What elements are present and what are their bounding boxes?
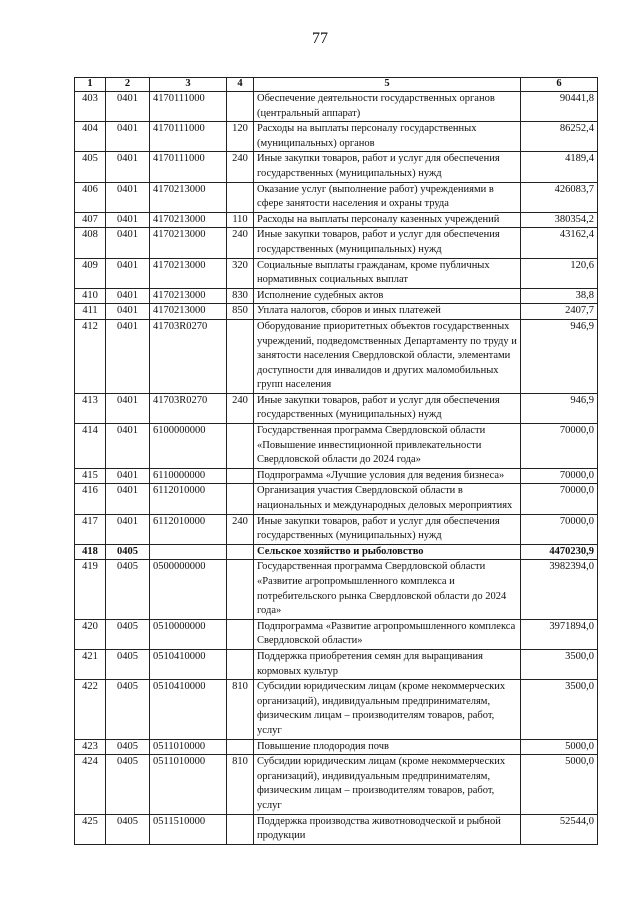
item-name-cell: Расходы на выплаты персоналу государственных (муниципальных) органов <box>254 122 521 152</box>
amount-cell: 946,9 <box>521 319 598 393</box>
table-row <box>75 755 598 814</box>
expense-type-cell <box>227 739 254 755</box>
table-row <box>75 468 598 484</box>
table-row <box>75 212 598 228</box>
item-name-cell: Поддержка приобретения семян для выращивания кормовых культур <box>254 649 521 679</box>
section-code-cell: 0401 <box>106 484 150 514</box>
expense-type-cell <box>227 649 254 679</box>
row-number-cell: 416 <box>75 484 106 514</box>
row-number-cell: 409 <box>75 258 106 288</box>
amount-cell: 70000,0 <box>521 514 598 544</box>
amount-cell: 70000,0 <box>521 468 598 484</box>
target-article-code-cell: 41703R0270 <box>150 319 227 393</box>
expense-type-cell <box>227 468 254 484</box>
table-row <box>75 393 598 423</box>
expense-type-cell: 240 <box>227 152 254 182</box>
expense-type-cell: 830 <box>227 288 254 304</box>
target-article-code-cell: 0510410000 <box>150 680 227 739</box>
target-article-code-cell: 0510000000 <box>150 619 227 649</box>
expense-type-cell: 810 <box>227 755 254 814</box>
section-code-cell: 0401 <box>106 228 150 258</box>
section-code-cell: 0405 <box>106 544 150 560</box>
target-article-code-cell: 4170111000 <box>150 122 227 152</box>
section-code-cell: 0401 <box>106 288 150 304</box>
item-name-cell: Субсидии юридическим лицам (кроме некоммерческих организаций), индивидуальным предпринимателям, физическим лицам – производителям товаров, работ, услуг <box>254 755 521 814</box>
target-article-code-cell: 0510410000 <box>150 649 227 679</box>
expense-type-cell <box>227 484 254 514</box>
amount-cell: 3982394,0 <box>521 560 598 619</box>
item-name-cell: Субсидии юридическим лицам (кроме некоммерческих организаций), индивидуальным предпринимателям, физическим лицам – производителям товаров, работ, услуг <box>254 680 521 739</box>
expense-type-cell <box>227 544 254 560</box>
row-number-cell: 423 <box>75 739 106 755</box>
item-name-cell: Государственная программа Свердловской области «Развитие агропромышленного комплекса и потребительского рынка Свердловской области до 2024 года» <box>254 560 521 619</box>
target-article-code-cell: 0511010000 <box>150 755 227 814</box>
column-header: 2 <box>106 78 150 92</box>
target-article-code-cell <box>150 544 227 560</box>
row-number-cell: 403 <box>75 92 106 122</box>
expense-type-cell: 810 <box>227 680 254 739</box>
row-number-cell: 424 <box>75 755 106 814</box>
amount-cell: 70000,0 <box>521 484 598 514</box>
table-row <box>75 319 598 393</box>
row-number-cell: 425 <box>75 814 106 844</box>
section-code-cell: 0401 <box>106 319 150 393</box>
row-number-cell: 420 <box>75 619 106 649</box>
amount-cell: 4470230,9 <box>521 544 598 560</box>
budget-table <box>74 77 598 845</box>
expense-type-cell <box>227 319 254 393</box>
table-row <box>75 814 598 844</box>
amount-cell: 3971894,0 <box>521 619 598 649</box>
amount-cell: 3500,0 <box>521 680 598 739</box>
section-code-cell: 0401 <box>106 258 150 288</box>
amount-cell: 38,8 <box>521 288 598 304</box>
expense-type-cell <box>227 814 254 844</box>
item-name-cell: Социальные выплаты гражданам, кроме публичных нормативных социальных выплат <box>254 258 521 288</box>
item-name-cell: Обеспечение деятельности государственных органов (центральный аппарат) <box>254 92 521 122</box>
item-name-cell: Организация участия Свердловской области в национальных и международных деловых мероприятиях <box>254 484 521 514</box>
table-row <box>75 152 598 182</box>
amount-cell: 946,9 <box>521 393 598 423</box>
row-number-cell: 414 <box>75 424 106 469</box>
item-name-cell: Иные закупки товаров, работ и услуг для обеспечения государственных (муниципальных) нужд <box>254 152 521 182</box>
row-number-cell: 411 <box>75 304 106 320</box>
column-header: 3 <box>150 78 227 92</box>
table-row <box>75 680 598 739</box>
amount-cell: 43162,4 <box>521 228 598 258</box>
section-code-cell: 0401 <box>106 304 150 320</box>
item-name-cell: Подпрограмма «Развитие агропромышленного комплекса Свердловской области» <box>254 619 521 649</box>
target-article-code-cell: 4170213000 <box>150 228 227 258</box>
table-row <box>75 258 598 288</box>
item-name-cell: Иные закупки товаров, работ и услуг для обеспечения государственных (муниципальных) нужд <box>254 514 521 544</box>
table-row <box>75 424 598 469</box>
row-number-cell: 408 <box>75 228 106 258</box>
item-name-cell: Подпрограмма «Лучшие условия для ведения бизнеса» <box>254 468 521 484</box>
section-code-cell: 0401 <box>106 212 150 228</box>
target-article-code-cell: 4170213000 <box>150 182 227 212</box>
item-name-cell: Повышение плодородия почв <box>254 739 521 755</box>
expense-type-cell <box>227 182 254 212</box>
item-name-cell: Уплата налогов, сборов и иных платежей <box>254 304 521 320</box>
table-row <box>75 288 598 304</box>
section-code-cell: 0405 <box>106 755 150 814</box>
table-row <box>75 92 598 122</box>
section-code-cell: 0405 <box>106 649 150 679</box>
row-number-cell: 421 <box>75 649 106 679</box>
expense-type-cell: 240 <box>227 228 254 258</box>
item-name-cell: Сельское хозяйство и рыболовство <box>254 544 521 560</box>
expense-type-cell <box>227 424 254 469</box>
row-number-cell: 405 <box>75 152 106 182</box>
table-row <box>75 228 598 258</box>
amount-cell: 5000,0 <box>521 739 598 755</box>
target-article-code-cell: 6112010000 <box>150 514 227 544</box>
row-number-cell: 406 <box>75 182 106 212</box>
column-header: 1 <box>75 78 106 92</box>
expense-type-cell <box>227 619 254 649</box>
item-name-cell: Иные закупки товаров, работ и услуг для обеспечения государственных (муниципальных) нужд <box>254 393 521 423</box>
table-row <box>75 619 598 649</box>
target-article-code-cell: 4170213000 <box>150 258 227 288</box>
section-code-cell: 0405 <box>106 619 150 649</box>
row-number-cell: 422 <box>75 680 106 739</box>
table-row <box>75 544 598 560</box>
expense-type-cell: 110 <box>227 212 254 228</box>
row-number-cell: 407 <box>75 212 106 228</box>
target-article-code-cell: 0511010000 <box>150 739 227 755</box>
target-article-code-cell: 4170213000 <box>150 304 227 320</box>
amount-cell: 90441,8 <box>521 92 598 122</box>
item-name-cell: Оказание услуг (выполнение работ) учреждениями в сфере занятости населения и охраны труда <box>254 182 521 212</box>
item-name-cell: Расходы на выплаты персоналу казенных учреждений <box>254 212 521 228</box>
amount-cell: 426083,7 <box>521 182 598 212</box>
table-row <box>75 122 598 152</box>
item-name-cell: Государственная программа Свердловской области «Повышение инвестиционной привлекательности Свердловской области до 2024 года» <box>254 424 521 469</box>
table-row <box>75 182 598 212</box>
table-row <box>75 739 598 755</box>
section-code-cell: 0401 <box>106 152 150 182</box>
table-row <box>75 304 598 320</box>
amount-cell: 3500,0 <box>521 649 598 679</box>
expense-type-cell <box>227 92 254 122</box>
amount-cell: 86252,4 <box>521 122 598 152</box>
amount-cell: 52544,0 <box>521 814 598 844</box>
section-code-cell: 0401 <box>106 92 150 122</box>
section-code-cell: 0405 <box>106 560 150 619</box>
row-number-cell: 419 <box>75 560 106 619</box>
target-article-code-cell: 6112010000 <box>150 484 227 514</box>
section-code-cell: 0401 <box>106 424 150 469</box>
amount-cell: 5000,0 <box>521 755 598 814</box>
section-code-cell: 0405 <box>106 814 150 844</box>
row-number-cell: 415 <box>75 468 106 484</box>
column-header: 4 <box>227 78 254 92</box>
row-number-cell: 404 <box>75 122 106 152</box>
row-number-cell: 410 <box>75 288 106 304</box>
target-article-code-cell: 4170111000 <box>150 92 227 122</box>
target-article-code-cell: 4170111000 <box>150 152 227 182</box>
table-row <box>75 560 598 619</box>
section-code-cell: 0401 <box>106 182 150 212</box>
table-body <box>75 92 598 845</box>
column-header: 5 <box>254 78 521 92</box>
amount-cell: 70000,0 <box>521 424 598 469</box>
column-header: 6 <box>521 78 598 92</box>
item-name-cell: Оборудование приоритетных объектов государственных учреждений, подведомственных Департаменту по труду и занятости населения Свердловской области, элементами доступности для инвалидов и других маломобильных групп населения <box>254 319 521 393</box>
section-code-cell: 0401 <box>106 514 150 544</box>
section-code-cell: 0401 <box>106 393 150 423</box>
row-number-cell: 417 <box>75 514 106 544</box>
target-article-code-cell: 41703R0270 <box>150 393 227 423</box>
item-name-cell: Исполнение судебных актов <box>254 288 521 304</box>
table-row <box>75 514 598 544</box>
target-article-code-cell: 4170213000 <box>150 212 227 228</box>
section-code-cell: 0405 <box>106 739 150 755</box>
item-name-cell: Поддержка производства животноводческой и рыбной продукции <box>254 814 521 844</box>
expense-type-cell: 320 <box>227 258 254 288</box>
target-article-code-cell: 4170213000 <box>150 288 227 304</box>
target-article-code-cell: 6110000000 <box>150 468 227 484</box>
target-article-code-cell: 0511510000 <box>150 814 227 844</box>
section-code-cell: 0401 <box>106 122 150 152</box>
amount-cell: 2407,7 <box>521 304 598 320</box>
expense-type-cell: 850 <box>227 304 254 320</box>
item-name-cell: Иные закупки товаров, работ и услуг для обеспечения государственных (муниципальных) нужд <box>254 228 521 258</box>
target-article-code-cell: 6100000000 <box>150 424 227 469</box>
row-number-cell: 418 <box>75 544 106 560</box>
table-header-row <box>75 78 598 92</box>
table-row <box>75 484 598 514</box>
amount-cell: 120,6 <box>521 258 598 288</box>
expense-type-cell <box>227 560 254 619</box>
expense-type-cell: 120 <box>227 122 254 152</box>
row-number-cell: 412 <box>75 319 106 393</box>
expense-type-cell: 240 <box>227 393 254 423</box>
amount-cell: 4189,4 <box>521 152 598 182</box>
amount-cell: 380354,2 <box>521 212 598 228</box>
section-code-cell: 0405 <box>106 680 150 739</box>
table-row <box>75 649 598 679</box>
expense-type-cell: 240 <box>227 514 254 544</box>
section-code-cell: 0401 <box>106 468 150 484</box>
row-number-cell: 413 <box>75 393 106 423</box>
target-article-code-cell: 0500000000 <box>150 560 227 619</box>
page-number: 77 <box>312 30 328 47</box>
